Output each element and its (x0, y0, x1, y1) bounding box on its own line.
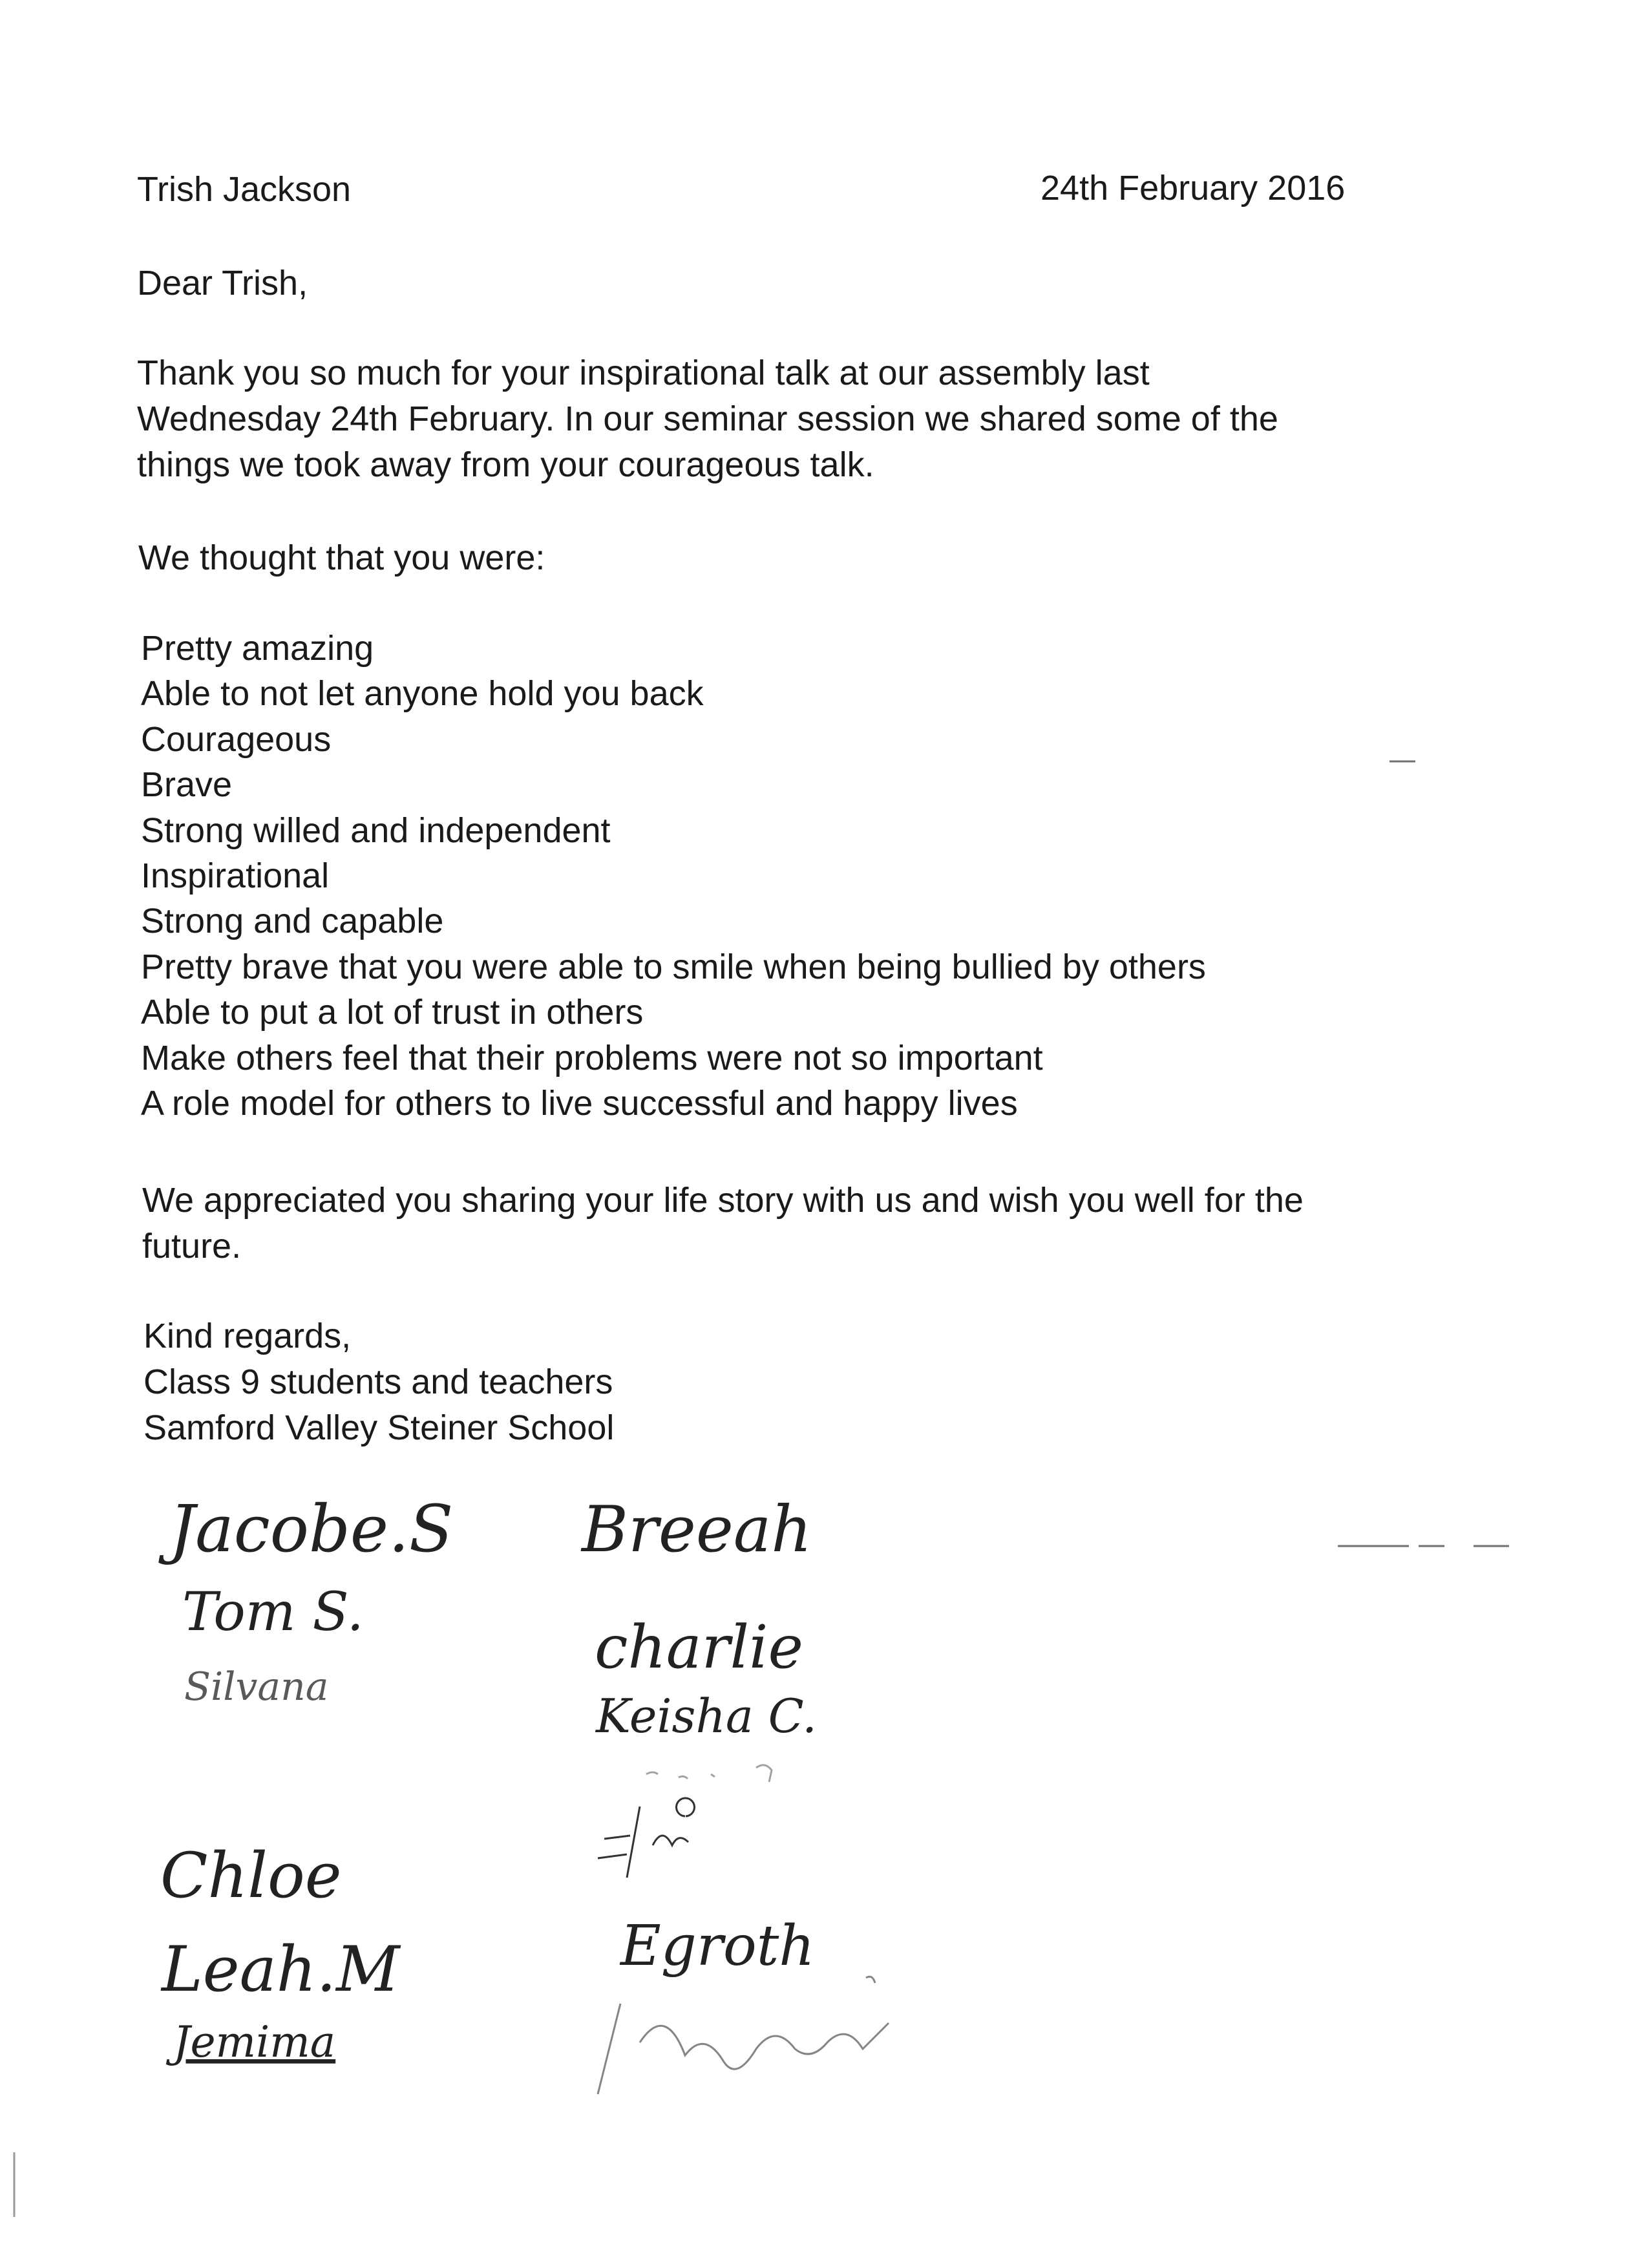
signature-leah: Leah.M (162, 1933, 400, 2006)
signature-tom: Tom S. (182, 1582, 364, 1643)
intro-line: Wednesday 24th February. In our seminar session we shared some of the (137, 399, 1278, 438)
recipient-name: Trish Jackson (137, 170, 352, 209)
signature-charlie: charlie (595, 1613, 803, 1682)
signature-breeah: Breeah (582, 1493, 812, 1567)
illegible-scribble-2 (598, 1798, 695, 1878)
signature-chloe: Chloe (160, 1839, 342, 1912)
quality-item: Make others feel that their problems were not so important (141, 1038, 1043, 1077)
school-name: Samford Valley Steiner School (143, 1408, 615, 1447)
signature-jacobe: Jacobe.S (169, 1491, 454, 1567)
intro-line: things we took away from your courageous talk. (137, 445, 874, 484)
quality-item: Courageous (141, 719, 332, 759)
quality-item: Pretty amazing (141, 629, 374, 668)
lead-in: We thought that you were: (138, 538, 545, 577)
sign-off-block (143, 1313, 614, 1451)
closing-line: future. (142, 1227, 242, 1266)
illegible-scribble-3 (598, 1977, 889, 2094)
closing-paragraph (142, 1178, 1304, 1269)
quality-item: Able to put a lot of trust in others (141, 993, 644, 1032)
quality-item: Strong willed and independent (141, 811, 611, 850)
signature-silvana: Silvana (184, 1664, 329, 1710)
signature-jemima: Jemima (173, 2017, 336, 2067)
closing-line: We appreciated you sharing your life story with us and wish you well for the (142, 1181, 1304, 1220)
salutation: Dear Trish, (137, 264, 308, 302)
quality-item: Inspirational (141, 856, 330, 896)
illegible-scribble-1 (646, 1765, 772, 1782)
sender-group: Class 9 students and teachers (143, 1362, 613, 1401)
quality-item: Strong and capable (141, 902, 444, 941)
sign-off: Kind regards, (143, 1317, 352, 1355)
intro-paragraph (137, 350, 1278, 488)
letter-date: 24th February 2016 (1041, 169, 1346, 207)
quality-item: Able to not let anyone hold you back (141, 674, 704, 714)
qualities-list (141, 626, 1206, 1126)
intro-line: Thank you so much for your inspirational talk at our assembly last (137, 354, 1150, 392)
quality-item: A role model for others to live successful and happy lives (141, 1084, 1018, 1123)
signature-egroth: Egroth (620, 1914, 815, 1978)
signature-keisha: Keisha C. (596, 1689, 818, 1743)
quality-item: Brave (141, 765, 233, 805)
quality-item: Pretty brave that you were able to smile when being bullied by others (141, 947, 1206, 986)
